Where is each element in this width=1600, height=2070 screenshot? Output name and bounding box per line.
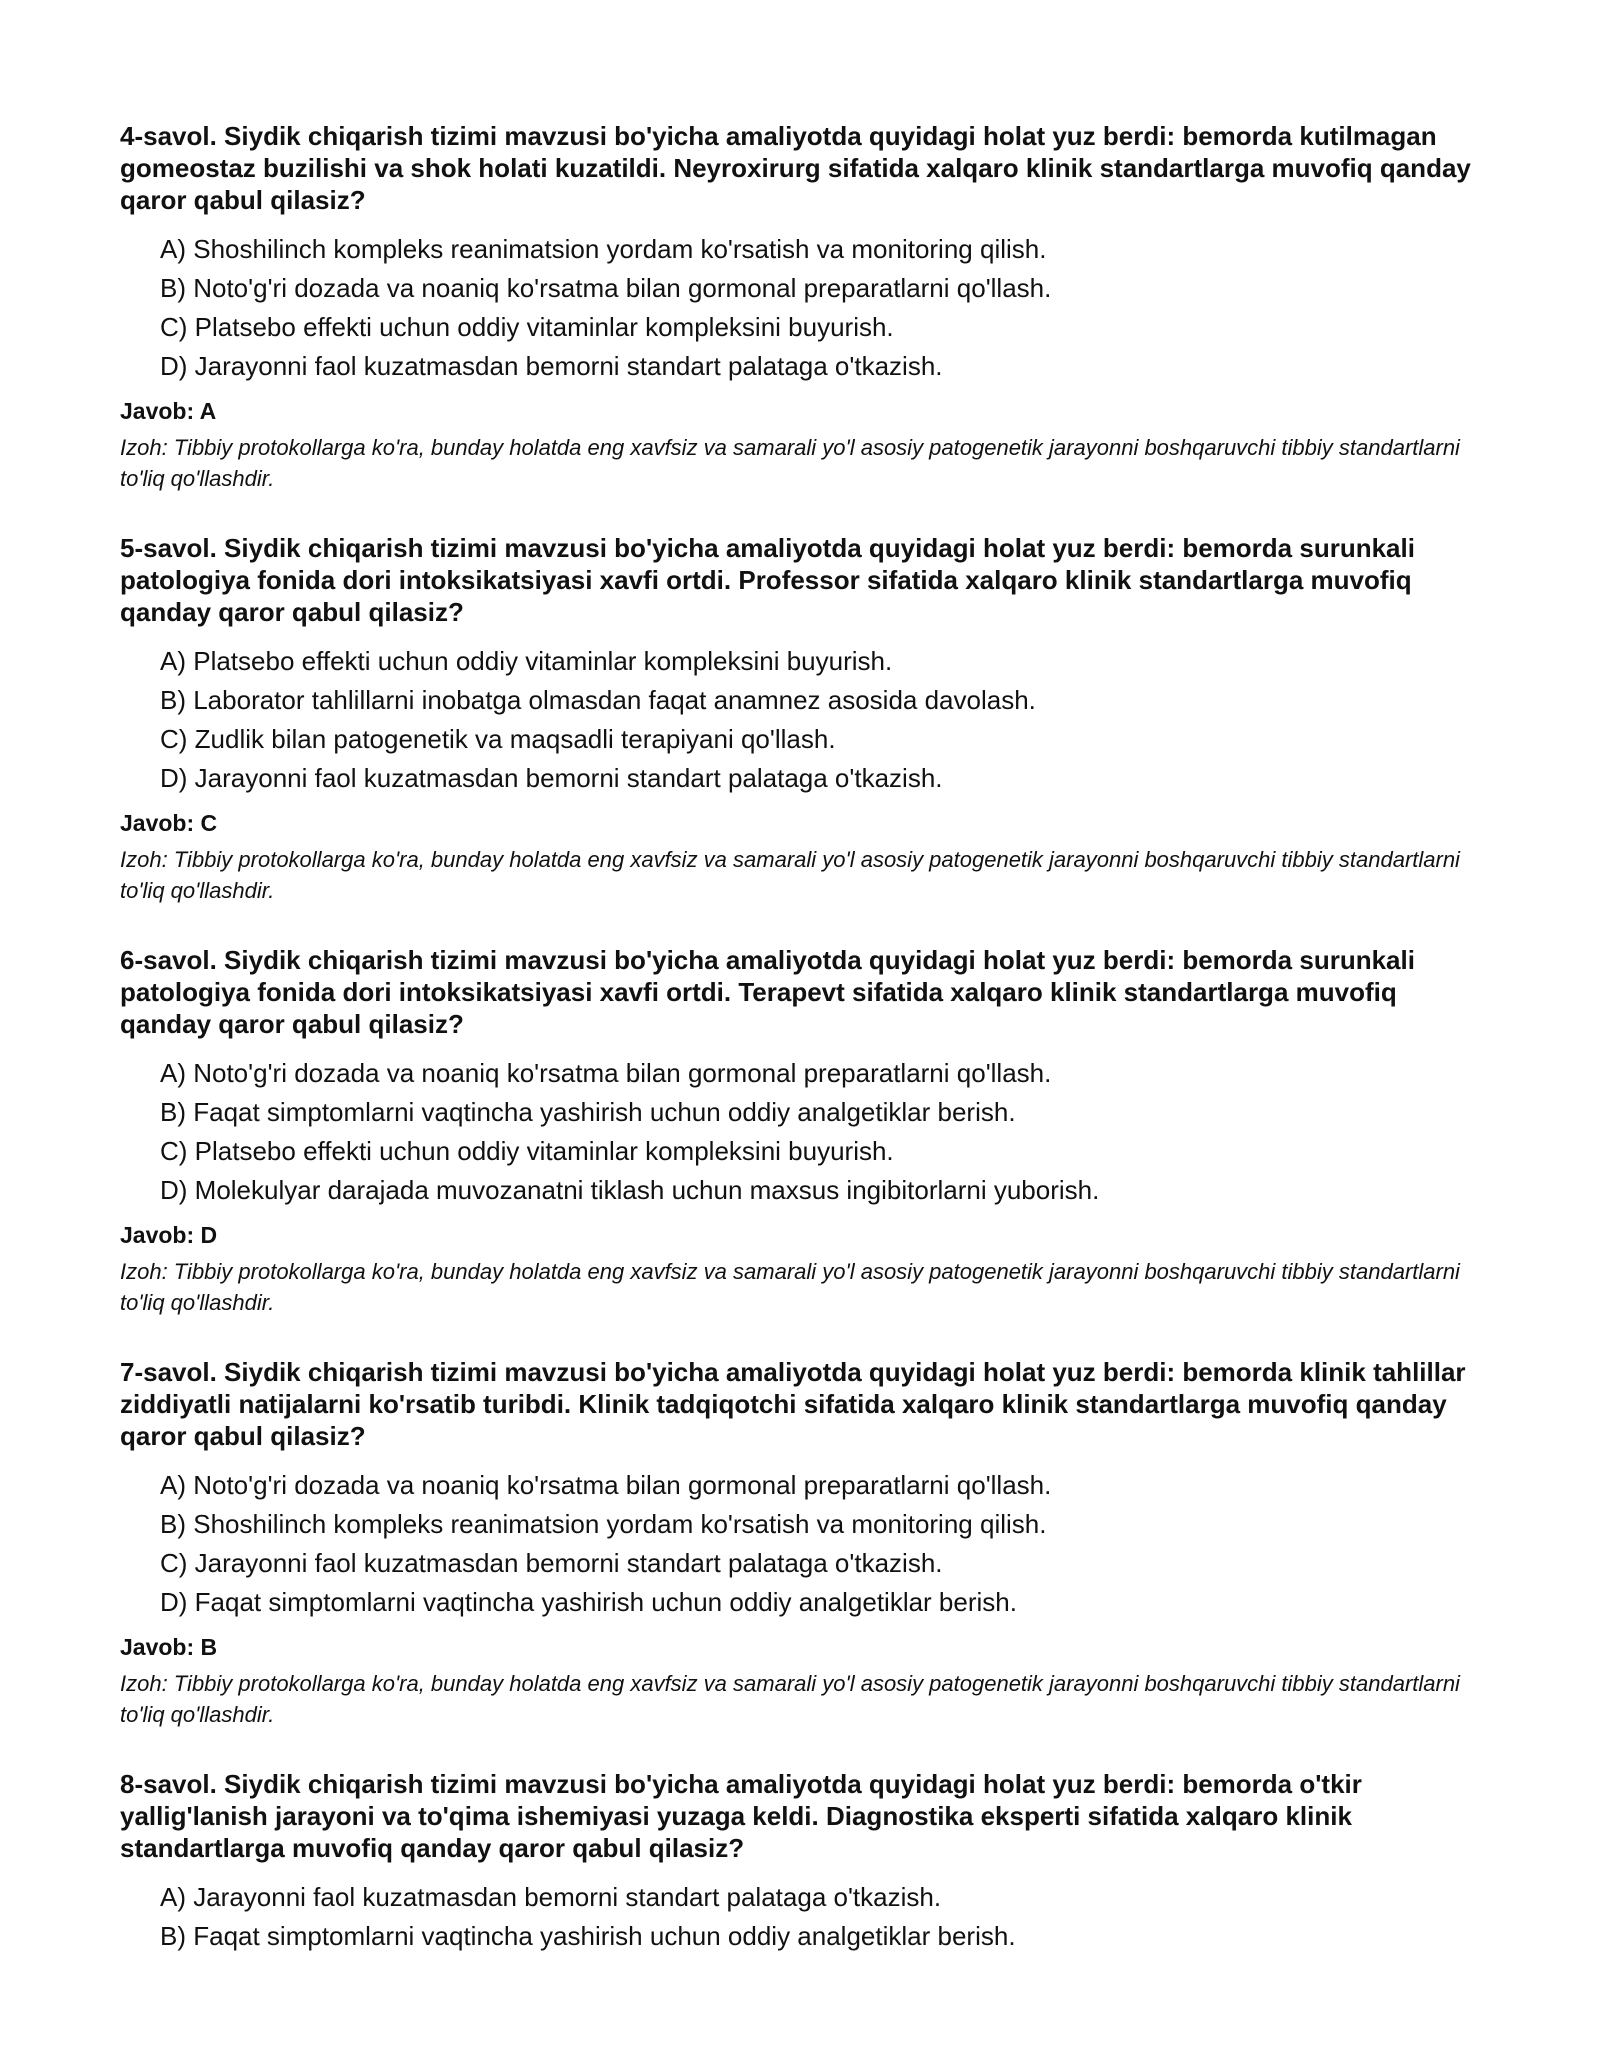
- answer: Javob: B: [120, 1634, 218, 1660]
- explanation-note: Izoh: Tibbiy protokollarga ko'ra, bunday holatda eng xavfsiz va samarali yo'l asosiy patogenetik jarayonni boshqaruvchi tibbiy standartlarni to'liq qo'llashdir.: [120, 1671, 1460, 1727]
- option-list: [120, 642, 1480, 798]
- option-list: [120, 1054, 1480, 1210]
- question-4: [120, 120, 1480, 494]
- option-a: A) Noto'g'ri dozada va noaniq ko'rsatma bilan gormonal preparatlarni qo'llash.: [160, 1470, 1052, 1500]
- question-7: [120, 1356, 1480, 1730]
- option-b: B) Noto'g'ri dozada va noaniq ko'rsatma bilan gormonal preparatlarni qo'llash.: [160, 273, 1052, 303]
- explanation-note: Izoh: Tibbiy protokollarga ko'ra, bunday holatda eng xavfsiz va samarali yo'l asosiy patogenetik jarayonni boshqaruvchi tibbiy standartlarni to'liq qo'llashdir.: [120, 435, 1460, 491]
- option-c: C) Jarayonni faol kuzatmasdan bemorni standart palataga o'tkazish.: [160, 1548, 943, 1578]
- option-list: [120, 1878, 1480, 1956]
- question-title: 6-savol. Siydik chiqarish tizimi mavzusi bo'yicha amaliyotda quyidagi holat yuz berdi: bemorda surunkali patologiya fonida dori intoksikatsiyasi xavfi ortdi. Terapevt sifatida xalqaro klinik standartlarga muvofiq qanday qaror qabul qilasiz?: [120, 945, 1415, 1039]
- answer: Javob: A: [120, 398, 217, 424]
- option-list: [120, 230, 1480, 386]
- question-title: 5-savol. Siydik chiqarish tizimi mavzusi bo'yicha amaliyotda quyidagi holat yuz berdi: bemorda surunkali patologiya fonida dori intoksikatsiyasi xavfi ortdi. Professor sifatida xalqaro klinik standartlarga muvofiq qanday qaror qabul qilasiz?: [120, 533, 1415, 627]
- option-d: D) Molekulyar darajada muvozanatni tiklash uchun maxsus ingibitorlarni yuborish.: [160, 1175, 1100, 1205]
- question-6: [120, 944, 1480, 1318]
- option-b: B) Laborator tahlillarni inobatga olmasdan faqat anamnez asosida davolash.: [160, 685, 1036, 715]
- option-d: D) Faqat simptomlarni vaqtincha yashirish uchun oddiy analgetiklar berish.: [160, 1587, 1017, 1617]
- option-a: A) Jarayonni faol kuzatmasdan bemorni standart palataga o'tkazish.: [160, 1882, 942, 1912]
- option-a: A) Noto'g'ri dozada va noaniq ko'rsatma bilan gormonal preparatlarni qo'llash.: [160, 1058, 1052, 1088]
- explanation-note: Izoh: Tibbiy protokollarga ko'ra, bunday holatda eng xavfsiz va samarali yo'l asosiy patogenetik jarayonni boshqaruvchi tibbiy standartlarni to'liq qo'llashdir.: [120, 847, 1460, 903]
- option-a: A) Platsebo effekti uchun oddiy vitaminlar kompleksini buyurish.: [160, 646, 893, 676]
- option-b: B) Faqat simptomlarni vaqtincha yashirish uchun oddiy analgetiklar berish.: [160, 1921, 1016, 1951]
- question-5: [120, 532, 1480, 906]
- option-c: C) Platsebo effekti uchun oddiy vitaminlar kompleksini buyurish.: [160, 1136, 894, 1166]
- answer: Javob: D: [120, 1222, 218, 1248]
- explanation-note: Izoh: Tibbiy protokollarga ko'ra, bunday holatda eng xavfsiz va samarali yo'l asosiy patogenetik jarayonni boshqaruvchi tibbiy standartlarni to'liq qo'llashdir.: [120, 1259, 1460, 1315]
- question-title: 8-savol. Siydik chiqarish tizimi mavzusi bo'yicha amaliyotda quyidagi holat yuz berdi: bemorda o'tkir yallig'lanish jarayoni va to'qima ishemiyasi yuzaga keldi. Diagnostika eksperti sifatida xalqaro klinik standartlarga muvofiq qanday qaror qabul qilasiz?: [120, 1769, 1362, 1863]
- question-title: 7-savol. Siydik chiqarish tizimi mavzusi bo'yicha amaliyotda quyidagi holat yuz berdi: bemorda klinik tahlillar ziddiyatli natijalarni ko'rsatib turibdi. Klinik tadqiqotchi sifatida xalqaro klinik standartlarga muvofiq qanday qaror qabul qilasiz?: [120, 1357, 1466, 1451]
- question-title: 4-savol. Siydik chiqarish tizimi mavzusi bo'yicha amaliyotda quyidagi holat yuz berdi: bemorda kutilmagan gomeostaz buzilishi va shok holati kuzatildi. Neyroxirurg sifatida xalqaro klinik standartlarga muvofiq qanday qaror qabul qilasiz?: [120, 121, 1471, 215]
- answer: Javob: C: [120, 810, 218, 836]
- option-a: A) Shoshilinch kompleks reanimatsion yordam ko'rsatish va monitoring qilish.: [160, 234, 1047, 264]
- option-c: C) Zudlik bilan patogenetik va maqsadli terapiyani qo'llash.: [160, 724, 836, 754]
- option-list: [120, 1466, 1480, 1622]
- question-8: [120, 1768, 1480, 1956]
- option-b: B) Shoshilinch kompleks reanimatsion yordam ko'rsatish va monitoring qilish.: [160, 1509, 1047, 1539]
- option-b: B) Faqat simptomlarni vaqtincha yashirish uchun oddiy analgetiklar berish.: [160, 1097, 1016, 1127]
- option-d: D) Jarayonni faol kuzatmasdan bemorni standart palataga o'tkazish.: [160, 763, 943, 793]
- option-c: C) Platsebo effekti uchun oddiy vitaminlar kompleksini buyurish.: [160, 312, 894, 342]
- option-d: D) Jarayonni faol kuzatmasdan bemorni standart palataga o'tkazish.: [160, 351, 943, 381]
